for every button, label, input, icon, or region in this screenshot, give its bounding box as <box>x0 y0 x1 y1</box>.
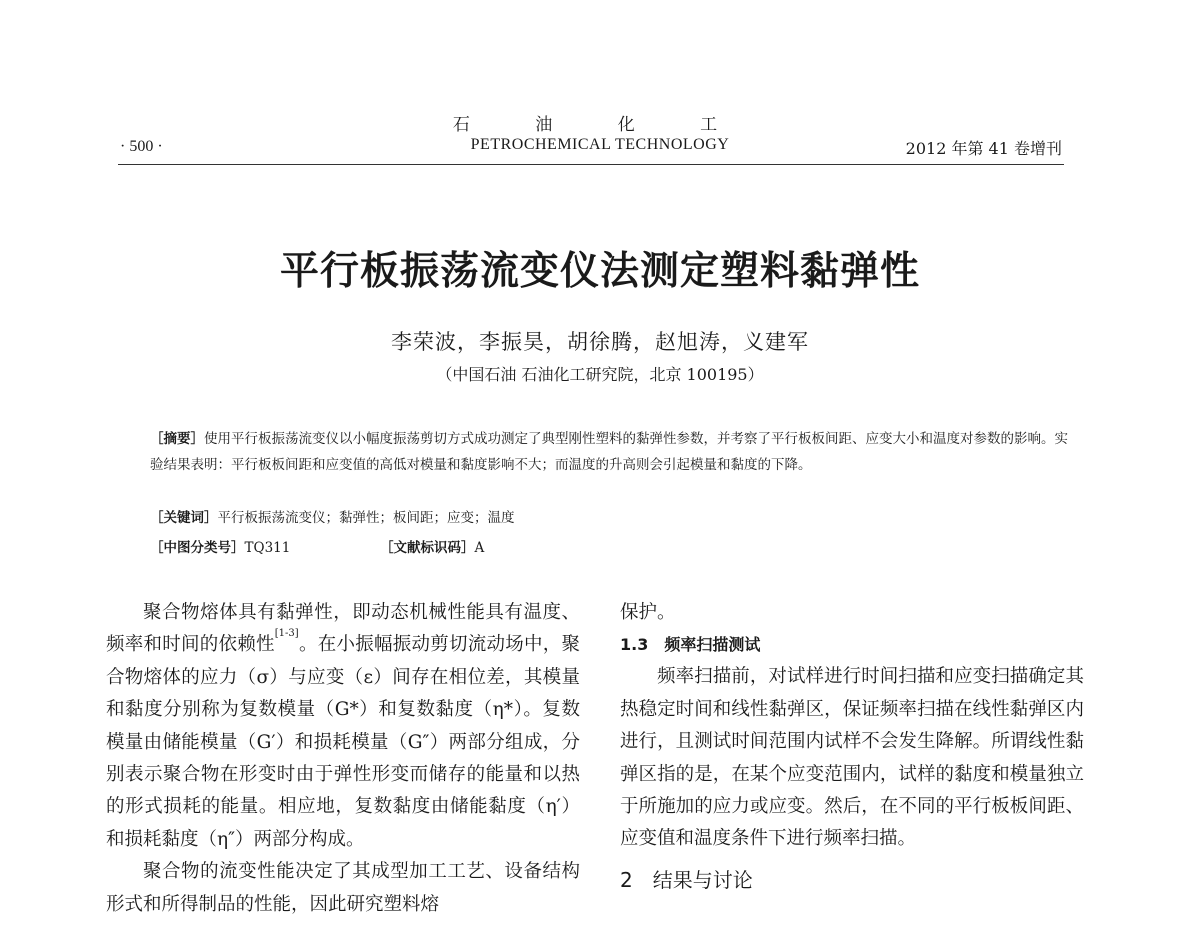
intro-text-b: 。在小振幅振动剪切流动场中，聚合物熔体的应力（σ）与应变（ε）间存在相位差，其模量和黏度分别称为复数模量（G*）和复数黏度（η*）。复数模量由储能模量（G′）和损耗模量（G″）两部分组成，分别表示聚合物在形变时由于弹性形变而储存的能量和以热的形式损耗的能量。相应地，复数黏度由储能黏度（η′）和损耗黏度（η″）两部分构成。 <box>106 634 580 850</box>
journal-title-cn: 石 油 化 工 <box>452 115 748 135</box>
page-number: · 500 · <box>120 138 163 155</box>
keywords-text: 平行板振荡流变仪；黏弹性；板间距；应变；温度 <box>217 510 515 526</box>
intro-paragraph-2: 聚合物的流变性能决定了其成型加工工艺、设备结构形式和所得制品的性能，因此研究塑料熔 <box>106 861 580 915</box>
doc-code-value: A <box>474 540 485 556</box>
abstract-text: 使用平行板振荡流变仪以小幅度振荡剪切方式成功测定了典型刚性塑料的黏弹性参数，并考察了平行板板间距、应变大小和温度对参数的影响。实验结果表明：平行板板间距和应变值的高低对模量和黏度影响不大；而温度的升高则会引起模量和黏度的下降。 <box>150 431 1068 473</box>
body-right-column <box>620 597 1084 900</box>
section-heading-2: 2 结果与讨论 <box>620 867 753 892</box>
doc-code-label: ［文献标识码］ <box>380 540 475 556</box>
affiliation: （中国石油 石油化工研究院，北京 100195） <box>436 365 764 384</box>
section-1-3-paragraph: 频率扫描前，对试样进行时间扫描和应变扫描确定其热稳定时间和线性黏弹区，保证频率扫描在线性黏弹区内进行，且测试时间范围内试样不会发生降解。所谓线性黏弹区指的是，在某个应变范围内，试样的黏度和模量独立于所施加的应力或应变。然后，在不同的平行板板间距、应变值和温度条件下进行频率扫描。 <box>620 666 1084 850</box>
keywords <box>150 506 515 526</box>
paper-title: 平行板振荡流变仪法测定塑料黏弹性 <box>279 249 920 294</box>
section-heading-1-3: 1.3 频率扫描测试 <box>620 635 761 655</box>
document-code <box>380 536 484 556</box>
continued-text: 保护。 <box>620 602 676 623</box>
journal-title-en: PETROCHEMICAL TECHNOLOGY <box>470 136 730 153</box>
intro-paragraph-1 <box>106 597 580 856</box>
classification-number <box>150 536 290 556</box>
classification-value: TQ311 <box>244 540 291 556</box>
body-left-column <box>106 597 580 921</box>
header-rule <box>118 164 1064 165</box>
keywords-label: ［关键词］ <box>150 510 218 526</box>
author-list: 李荣波，李振昊，胡徐腾，赵旭涛，义建军 <box>391 330 809 354</box>
abstract-label: ［摘要］ <box>150 431 204 447</box>
issue-info: 2012 年第 41 卷增刊 <box>905 139 1062 158</box>
citation-ref: [1-3] <box>274 628 299 640</box>
classification-label: ［中图分类号］ <box>150 540 245 556</box>
abstract <box>150 426 1070 478</box>
intro-text-a: 聚合物熔体具有黏弹性，即动态机械性能具有温度、频率和时间的依赖性 <box>106 602 580 656</box>
